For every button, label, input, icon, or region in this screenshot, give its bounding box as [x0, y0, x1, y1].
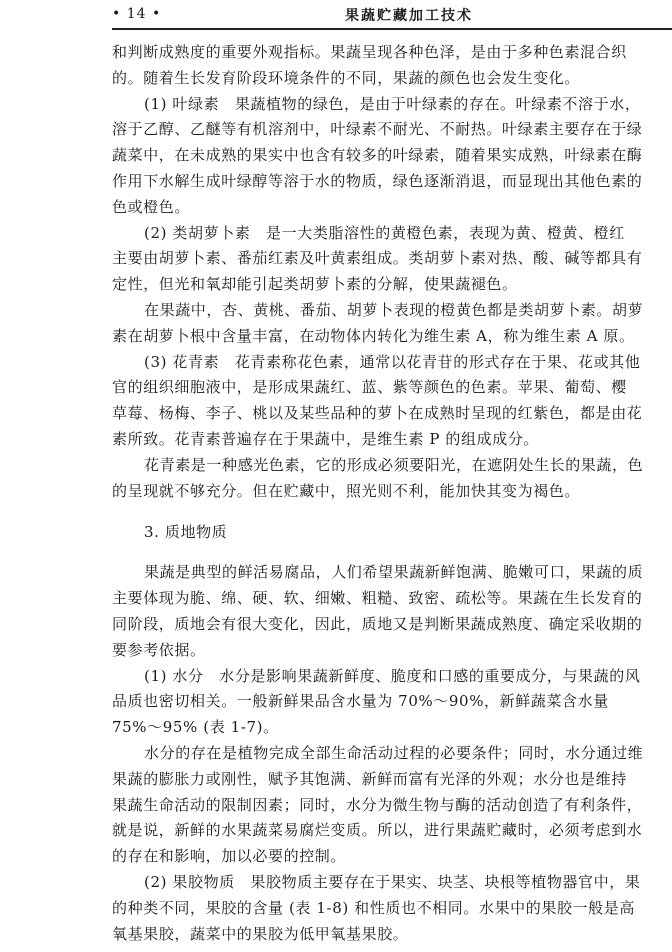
paragraph-start: 花青素是一种感光色素，它的形成必须要阳光，在遮阴处生长的果蔬，色: [144, 455, 644, 474]
text-line: 的种类不同，果胶的含量 (表 1-8) 和性质也不相同。水果中的果胶一般是高: [112, 898, 635, 917]
text-line: 草莓、杨梅、李子、桃以及某些品种的萝卜在成熟时呈现的红紫色，都是由花: [112, 404, 643, 423]
section-heading: 3. 质地物质: [144, 523, 228, 542]
paragraph-chlorophyll-start: (1) 叶绿素 果蔬植物的绿色，是由于叶绿素的存在。叶绿素不溶于水，: [144, 94, 641, 113]
paragraph-pectin-start: (2) 果胶物质 果胶物质主要存在于果实、块茎、块根等植物器官中，果: [144, 872, 641, 891]
text-line: 定性，但光和氧却能引起类胡萝卜素的分解，使果蔬褪色。: [112, 275, 518, 294]
text-line: 色或橙色。: [112, 197, 191, 216]
text-line: 素在胡萝卜根中含量丰富，在动物体内转化为维生素 A，称为维生素 A 原。: [112, 326, 635, 345]
text-line: 蔬菜中，在未成熟的果实中也含有较多的叶绿素，随着果实成熟，叶绿素在酶: [112, 146, 643, 165]
paragraph-water-start: (1) 水分 水分是影响果蔬新鲜度、脆度和口感的重要成分，与果蔬的风: [144, 666, 641, 685]
text-line: 的存在和影响，加以必要的控制。: [112, 847, 347, 866]
paragraph-carotenoid-start: (2) 类胡萝卜素 是一大类脂溶性的黄橙色素，表现为黄、橙黄、橙红: [144, 223, 625, 242]
paragraph-start: 果蔬是典型的鲜活易腐品，人们希望果蔬新鲜饱满、脆嫩可口，果蔬的质: [144, 563, 644, 582]
text-line: 素所致。花青素普遍存在于果蔬中，是维生素 P 的组成成分。: [112, 429, 540, 448]
text-line: 同阶段，质地会有很大变化，因此，质地又是判断果蔬成熟度、确定采收期的: [112, 614, 643, 633]
text-line: 就是说，新鲜的水果蔬菜易腐烂变质。所以，进行果蔬贮藏时，必须考虑到水: [112, 821, 643, 840]
text-line: 要参考依据。: [112, 640, 206, 659]
text-line: 溶于乙醇、乙醚等有机溶剂中，叶绿素不耐光、不耐热。叶绿素主要存在于绿: [112, 120, 643, 139]
text-line: 的呈现就不够充分。但在贮藏中，照光则不利，能加快其变为褐色。: [112, 481, 581, 500]
text-line: 75%～95% (表 1-7)。: [112, 718, 279, 737]
page-number: • 14 •: [112, 6, 162, 22]
text-line: 主要由胡萝卜素、番茄红素及叶黄素组成。类胡萝卜素对热、酸、碱等都具有: [112, 249, 643, 268]
text-line: 果蔬生命活动的限制因素；同时，水分为微生物与酶的活动创造了有利条件，: [112, 795, 643, 814]
body-text: [112, 40, 672, 947]
text-line: 官的组织细胞液中，是形成果蔬红、蓝、紫等颜色的色素。苹果、葡萄、樱: [112, 378, 627, 397]
paragraph-start: 在果蔬中，杏、黄桃、番茄、胡萝卜表现的橙黄色都是类胡萝卜素。胡萝: [144, 300, 644, 319]
text-line: 作用下水解生成叶绿醇等溶于水的物质，绿色逐渐消退，而显现出其他色素的: [112, 171, 643, 190]
running-title: 果蔬贮藏加工技术: [345, 8, 473, 24]
header-rule: [112, 28, 672, 30]
text-line: 的。随着生长发育阶段环境条件的不同，果蔬的颜色也会发生变化。: [112, 68, 581, 87]
text-line: 主要体现为脆、绵、硬、软、细嫩、粗糙、致密、疏松等。果蔬在生长发育的: [112, 589, 643, 608]
text-line: 氧基果胶，蔬菜中的果胶为低甲氧基果胶。: [112, 924, 409, 943]
paragraph-start: 水分的存在是植物完成全部生命活动过程的必要条件；同时，水分通过维: [144, 743, 644, 762]
page-header: [0, 0, 672, 30]
text-line: 和判断成熟度的重要外观指标。果蔬呈现各种色泽，是由于多种色素混合织: [112, 43, 627, 61]
text-line: 品质也密切相关。一般新鲜果品含水量为 70%～90%，新鲜蔬菜含水量: [112, 692, 609, 711]
text-line: 果蔬的膨胀力或刚性，赋予其饱满、新鲜而富有光泽的外观；水分也是维持: [112, 769, 627, 788]
paragraph-anthocyanin-start: (3) 花青素 花青素称花色素，通常以花青苷的形式存在于果、花或其他: [144, 352, 641, 371]
